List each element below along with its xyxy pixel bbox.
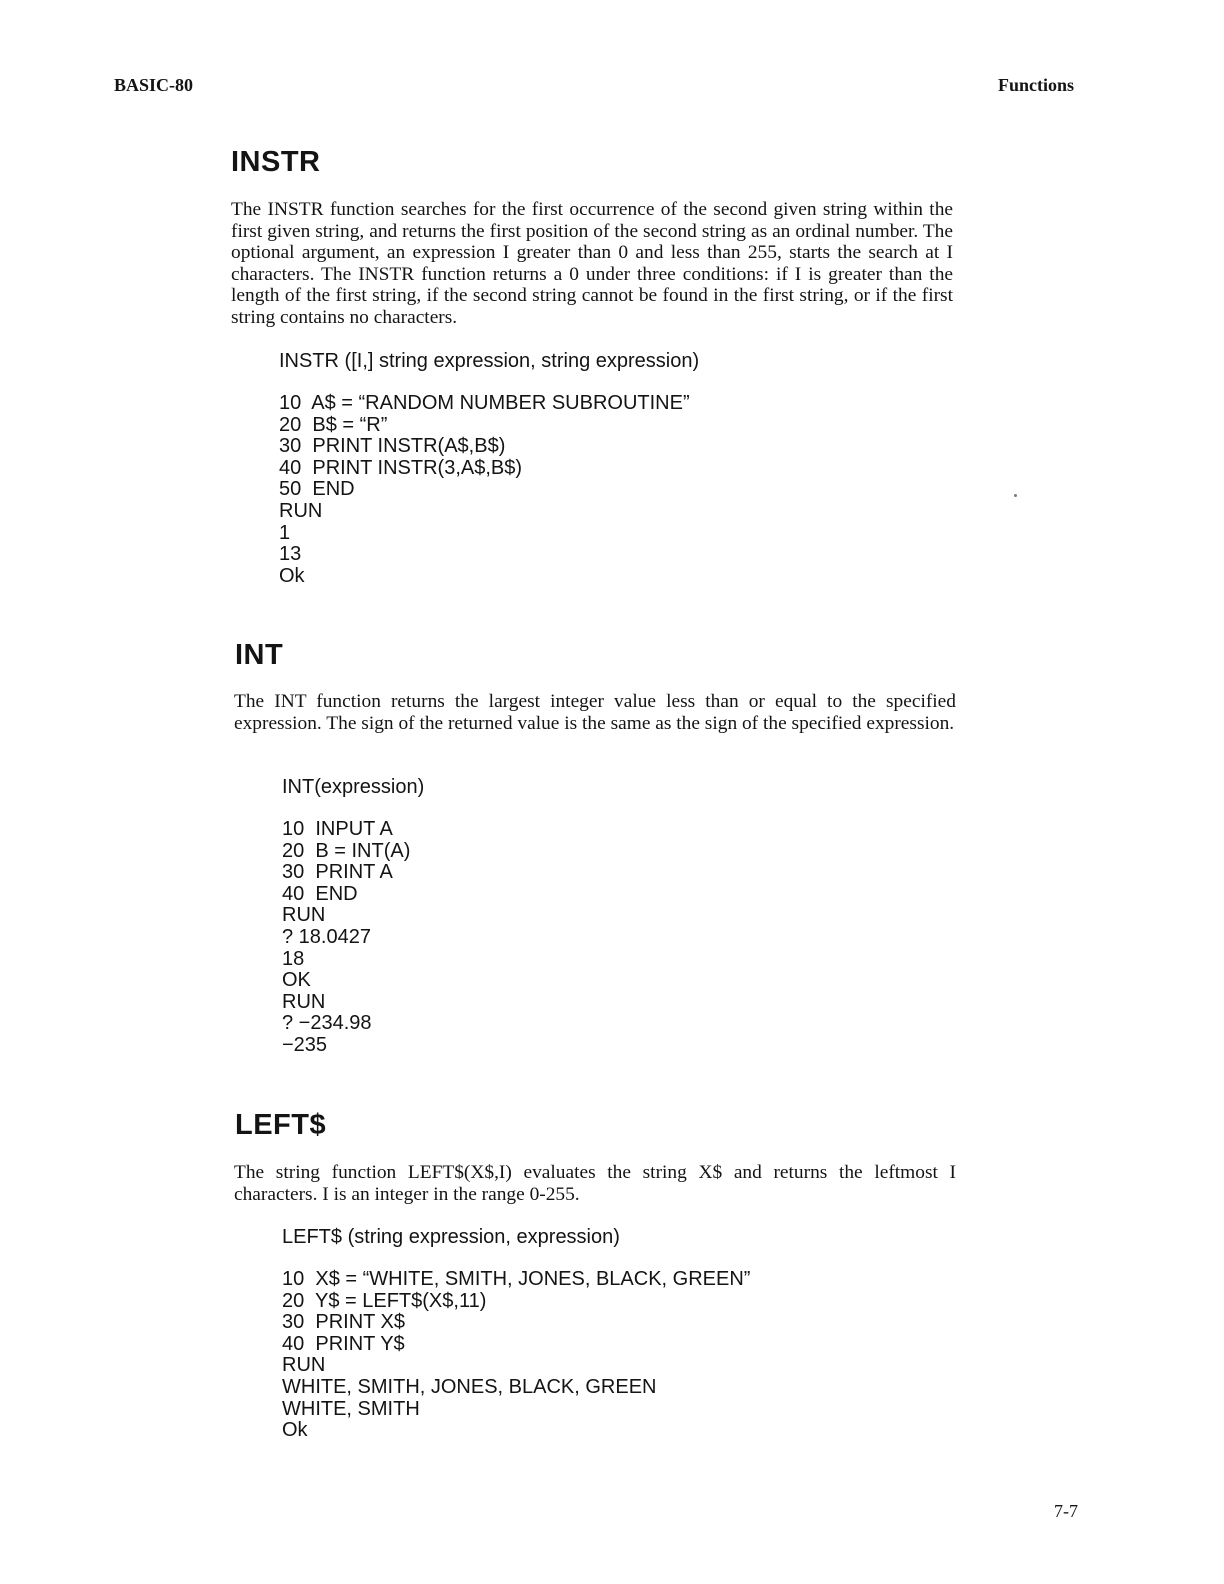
code-line: 30 PRINT X$ <box>282 1311 406 1334</box>
section-description-instr: The INSTR function searches for the first occurrence of the second given string within the first given string, and returns the first position of the second string as an ordinal number. The optional argument, an expression I greater than 0 and less than 255, starts the search at I characters. The INSTR function returns a 0 under three conditions: if I is greater than the length of the first string, if the second string cannot be found in the first string, or if the first string contains no characters. <box>231 199 953 328</box>
syntax-line-int: INT(expression) <box>282 776 425 798</box>
section-title-int: INT <box>235 639 284 671</box>
code-line: RUN <box>282 904 326 927</box>
code-line: 10 INPUT A <box>282 818 393 840</box>
code-line: 20 Y$ = LEFT$(X$,11) <box>282 1289 487 1312</box>
code-line: 10 A$ = “RANDOM NUMBER SUBROUTINE” <box>279 392 690 414</box>
code-line: WHITE, SMITH <box>282 1397 420 1420</box>
code-line: 13 <box>279 543 302 566</box>
code-example-instr <box>279 393 690 587</box>
code-line: 30 PRINT A <box>282 861 393 884</box>
code-line: 1 <box>279 521 291 544</box>
running-head-right: Functions <box>997 75 1074 95</box>
code-line: 30 PRINT INSTR(A$,B$) <box>279 435 506 458</box>
code-line: OK <box>282 969 311 992</box>
code-line: ? 18.0427 <box>282 925 371 948</box>
code-line: 40 PRINT Y$ <box>282 1332 405 1355</box>
section-title-instr: INSTR <box>231 146 321 178</box>
syntax-line-instr: INSTR ([I,] string expression, string expression) <box>279 350 700 372</box>
code-line: RUN <box>279 499 323 522</box>
syntax-line-left: LEFT$ (string expression, expression) <box>282 1226 620 1248</box>
code-line: ? −234.98 <box>282 1012 372 1035</box>
running-head-left: BASIC-80 <box>114 75 194 95</box>
code-line: WHITE, SMITH, JONES, BLACK, GREEN <box>282 1375 657 1398</box>
code-line: 20 B$ = “R” <box>279 413 388 436</box>
scan-speck <box>1014 494 1017 497</box>
code-line: 18 <box>282 947 305 970</box>
code-line: Ok <box>279 564 305 587</box>
code-line: 10 X$ = “WHITE, SMITH, JONES, BLACK, GREEN” <box>282 1268 751 1290</box>
page-number: 7-7 <box>1054 1501 1078 1521</box>
code-example-left <box>282 1269 750 1442</box>
section-description-int: The INT function returns the largest integer value less than or equal to the specified expression. The sign of the returned value is the same as the sign of the specified expression. <box>234 691 956 734</box>
code-example-int <box>282 819 410 1057</box>
code-line: 20 B = INT(A) <box>282 839 411 862</box>
code-line: −235 <box>282 1033 328 1056</box>
code-line: RUN <box>282 990 326 1013</box>
section-description-left: The string function LEFT$(X$,I) evaluates the string X$ and returns the leftmost I characters. I is an integer in the range 0-255. <box>234 1162 956 1205</box>
code-line: RUN <box>282 1354 326 1377</box>
code-line: 40 PRINT INSTR(3,A$,B$) <box>279 456 523 479</box>
code-line: 50 END <box>279 478 355 501</box>
code-line: Ok <box>282 1419 308 1442</box>
section-title-left: LEFT$ <box>235 1109 327 1141</box>
code-line: 40 END <box>282 882 358 905</box>
